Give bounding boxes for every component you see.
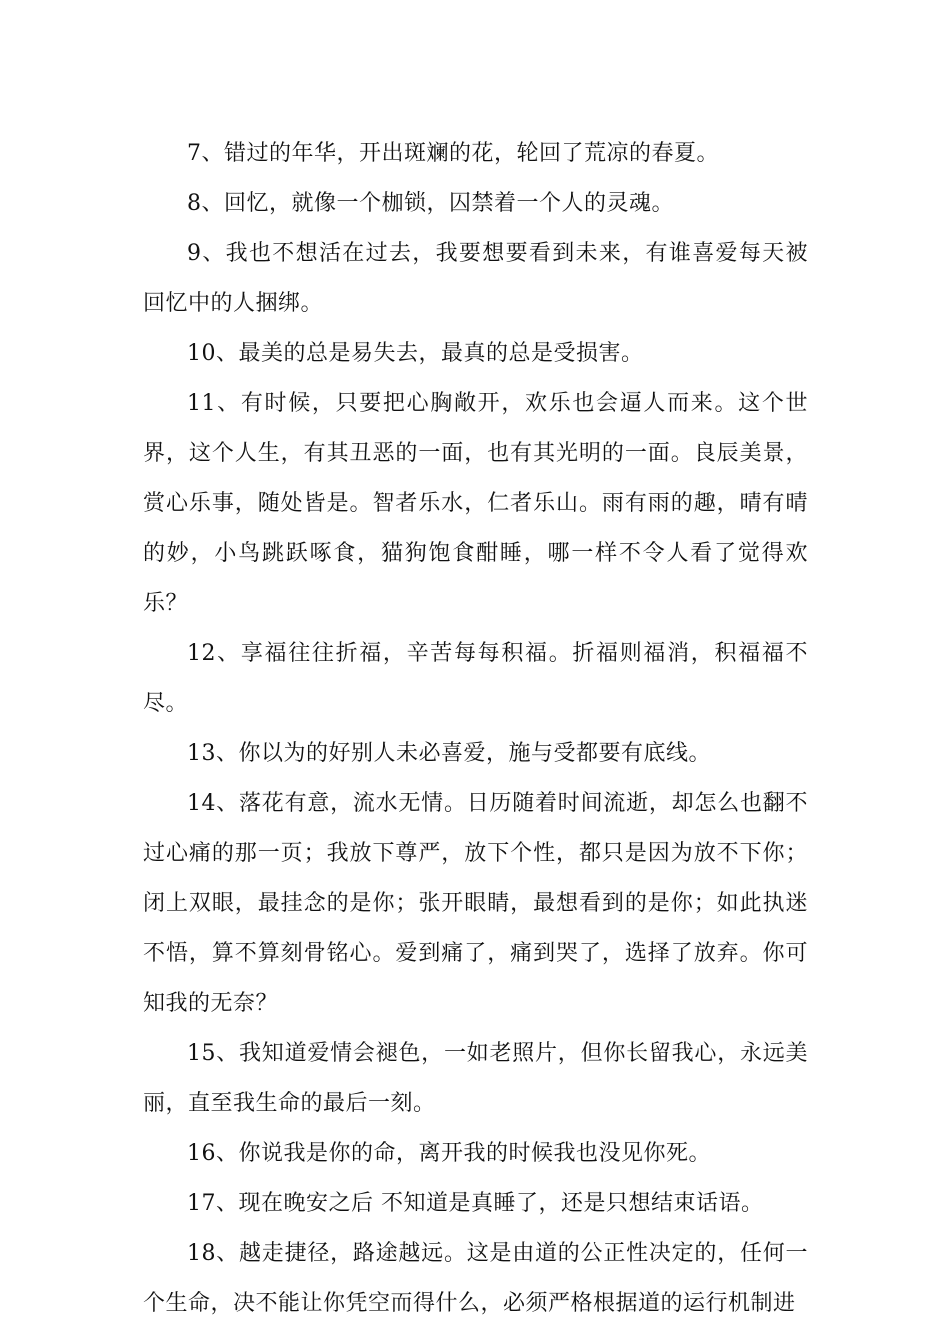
quote-paragraph-7: 7、错过的年华，开出斑斓的花，轮回了荒凉的春夏。 [187,141,719,166]
quote-paragraph-10: 10、最美的总是易失去，最真的总是受损害。 [187,341,644,366]
quote-paragraph-11: 11、有时候，只要把心胸敞开，欢乐也会逼人而来。这个世界，这个人生，有其丑恶的一面，也有其光明的一面。良辰美景，赏心乐事，随处皆是。智者乐水，仁者乐山。雨有雨的趣，晴有晴的妙，小鸟跳跃啄食，猫狗饱食酣睡，哪一样不令人看了觉得欢乐？ [143,391,808,616]
quote-paragraph-17: 17、现在晚安之后 不知道是真睡了，还是只想结束话语。 [187,1191,764,1216]
quote-paragraph-15: 15、我知道爱情会褪色，一如老照片，但你长留我心，永远美丽，直至我生命的最后一刻。 [143,1041,808,1116]
quote-paragraph-16: 16、你说我是你的命，离开我的时候我也没见你死。 [187,1141,711,1166]
document-body [143,129,808,1329]
quote-paragraph-8: 8、回忆，就像一个枷锁，囚禁着一个人的灵魂。 [187,191,674,216]
quote-paragraph-12: 12、享福往往折福，辛苦每每积福。折福则福消，积福福不尽。 [143,641,808,716]
quote-paragraph-18: 18、越走捷径，路途越远。这是由道的公正性决定的，任何一个生命，决不能让你凭空而得什么，必须严格根据道的运行机制进 [143,1241,808,1316]
quote-paragraph-9: 9、我也不想活在过去，我要想要看到未来，有谁喜爱每天被回忆中的人捆绑。 [143,241,808,316]
quote-paragraph-14: 14、落花有意，流水无情。日历随着时间流逝，却怎么也翻不过心痛的那一页；我放下尊严，放下个性，都只是因为放不下你；闭上双眼，最挂念的是你；张开眼睛，最想看到的是你；如此执迷不悟，算不算刻骨铭心。爱到痛了，痛到哭了，选择了放弃。你可知我的无奈？ [143,791,808,1016]
quote-paragraph-13: 13、你以为的好别人未必喜爱，施与受都要有底线。 [187,741,711,766]
